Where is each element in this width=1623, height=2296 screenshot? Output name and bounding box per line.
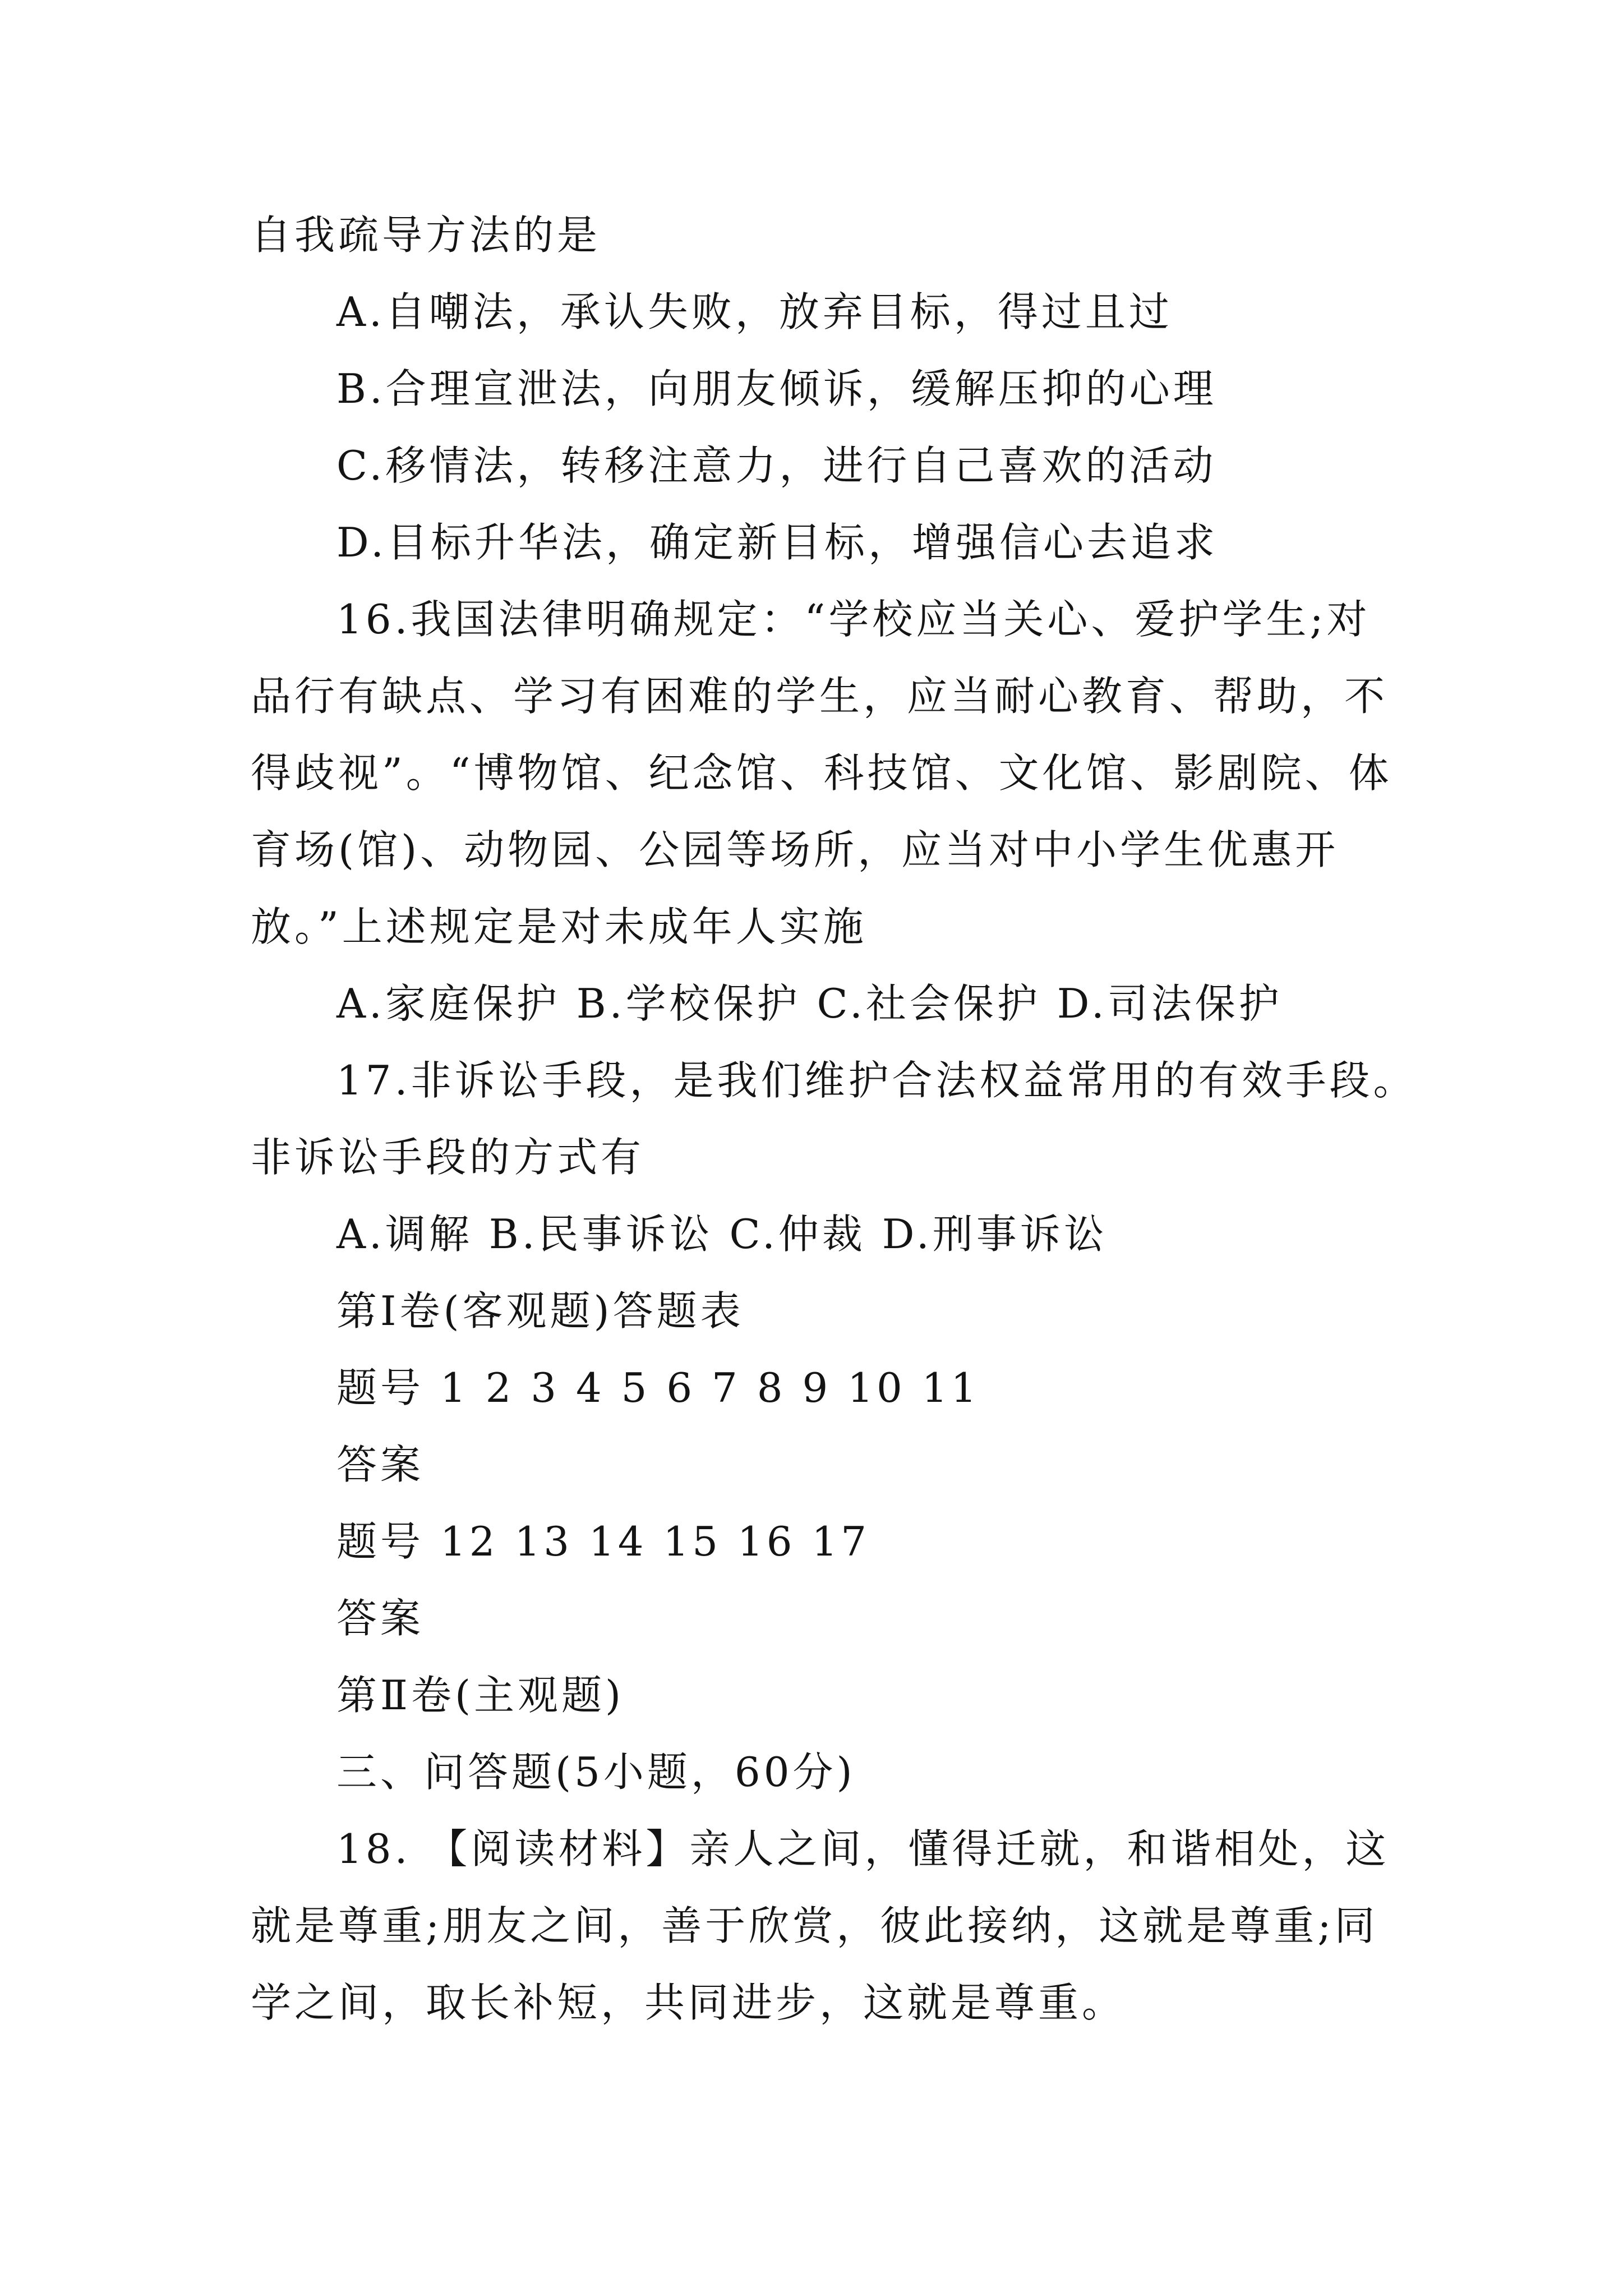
text-line: D.目标升华法，确定新目标，增强信心去追求: [336, 519, 1219, 566]
text-line: 18. 【阅读材料】亲人之间，懂得迁就，和谐相处，这: [336, 1825, 1390, 1872]
text-line: 自我疏导方法的是: [251, 211, 601, 259]
text-line: 16.我国法律明确规定：“学校应当关心、爱护学生;对: [336, 596, 1371, 643]
text-line: C.移情法，转移注意力，进行自己喜欢的活动: [336, 442, 1217, 489]
text-line: 品行有缺点、学习有困难的学生，应当耐心教育、帮助，不: [251, 673, 1389, 720]
text-line: 第Ⅰ卷(客观题)答题表: [336, 1287, 744, 1335]
text-line: A.家庭保护 B.学校保护 C.社会保护 D.司法保护: [336, 980, 1283, 1027]
text-line: B.合理宣泄法，向朋友倾诉，缓解压抑的心理: [336, 365, 1217, 412]
text-line: 得歧视”。“博物馆、纪念馆、科技馆、文化馆、影剧院、体: [251, 749, 1393, 797]
text-line: 题号 12 13 14 15 16 17: [336, 1518, 870, 1565]
text-line: 17.非诉讼手段，是我们维护合法权益常用的有效手段。: [336, 1057, 1417, 1104]
text-line: 放。”上述规定是对未成年人实施: [251, 903, 867, 950]
text-line: 三、问答题(5小题，60分): [336, 1749, 856, 1796]
text-line: A.自嘲法，承认失败，放弃目标，得过且过: [336, 288, 1173, 335]
text-line: 学之间，取长补短，共同进步，这就是尊重。: [251, 1979, 1126, 2026]
text-line: 第Ⅱ卷(主观题): [336, 1672, 625, 1719]
text-line: 育场(馆)、动物园、公园等场所，应当对中小学生优惠开: [251, 826, 1339, 873]
text-line: 答案: [336, 1595, 425, 1642]
text-line: 题号 1 2 3 4 5 6 7 8 9 10 11: [336, 1364, 980, 1411]
text-line: 非诉讼手段的方式有: [251, 1134, 645, 1181]
text-line: 答案: [336, 1441, 425, 1488]
text-line: A.调解 B.民事诉讼 C.仲裁 D.刑事诉讼: [336, 1211, 1108, 1258]
text-line: 就是尊重;朋友之间，善于欣赏，彼此接纳，这就是尊重;同: [251, 1902, 1378, 1949]
